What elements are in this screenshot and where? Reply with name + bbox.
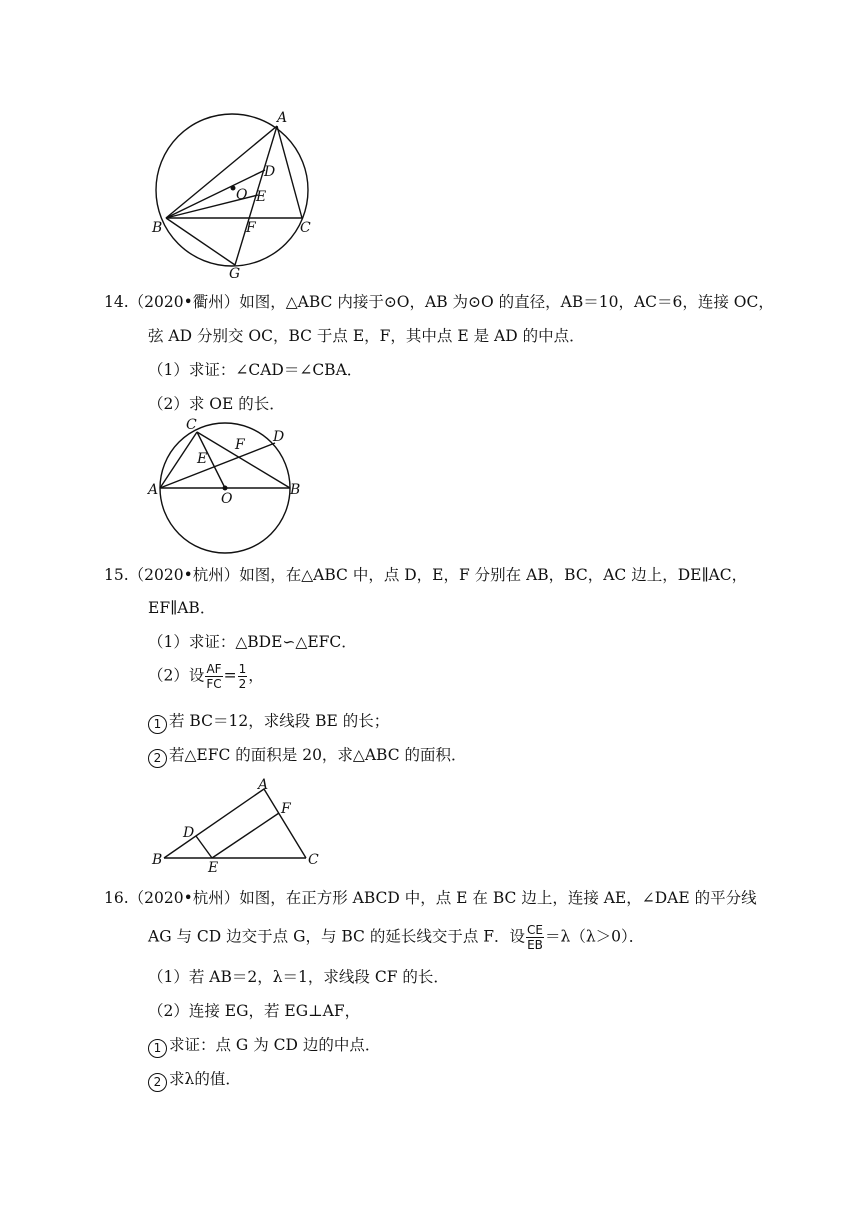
q16-sub2 [148,1069,241,1092]
q16-sub1-text: 求证：点 G 为 CD 边的中点． [169,1036,381,1054]
q15-part1: （1）求证：△BDE∽△EFC． [148,633,357,651]
segment-ba [164,789,264,858]
label-e: E [197,451,208,467]
fraction-denominator: FC [206,677,222,691]
q14-part2: （2）求 OE 的长． [148,395,285,413]
q16-sub2-text: 求λ的值． [169,1070,241,1088]
label-f: F [281,801,291,817]
segment-ef [212,813,279,858]
q15-sub1 [148,711,389,734]
segment-de [196,836,212,858]
label-g: G [229,266,241,282]
fraction-numerator: 1 [238,662,247,676]
segment-ad [160,443,275,488]
figure-14 [145,415,315,555]
label-c: C [308,852,319,868]
q16-line2-suffix: ＝λ（λ＞0）． [545,927,645,946]
q14-line2: 弦 AD 分别交 OC，BC 于点 E，F，其中点 E 是 AD 的中点． [148,327,585,345]
q15-part2-suffix: ， [248,666,264,685]
q15-sub2 [148,745,467,768]
q14-part1: （1）求证：∠CAD＝∠CBA． [148,361,363,379]
label-d: D [273,429,285,445]
q16-line2-prefix: AG 与 CD 边交于点 G，与 BC 的延长线交于点 F．设 [148,927,526,946]
fraction-ce-eb [526,923,544,952]
label-b: B [152,220,163,236]
center-point [223,486,228,491]
fraction-numerator: AF [206,662,222,676]
label-c: C [186,417,197,433]
q16-sub1 [148,1035,380,1058]
label-e: E [256,189,267,205]
label-d: D [264,164,276,180]
q15-part2-prefix: （2）设 [148,666,205,685]
fraction-denominator: 2 [238,677,247,691]
q15-sub1-text: 若 BC＝12，求线段 BE 的长； [169,712,390,730]
segment-ac [160,432,197,488]
figure-13 [140,100,320,280]
label-a: A [258,777,269,793]
label-o: O [221,491,233,507]
label-o: O [236,187,248,203]
equals-sign: = [223,666,237,685]
fraction-denominator: EB [527,938,543,952]
label-f: F [235,437,245,453]
fraction-one-half [238,662,248,691]
fraction-af-fc [205,662,222,691]
label-e: E [208,860,219,876]
q14-line1: 14.（2020•衢州）如图，△ABC 内接于⊙O，AB 为⊙O 的直径，AB＝10，AC＝6，连接 OC， [104,293,774,311]
label-f: F [246,220,256,236]
q15-sub2-text: 若△EFC 的面积是 20，求△ABC 的面积． [169,746,467,764]
q15-line1: 15.（2020•杭州）如图，在△ABC 中，点 D，E，F 分别在 AB，BC，AC 边上，DE∥AC， [104,566,748,584]
q16-part2: （2）连接 EG，若 EG⊥AF， [148,1002,361,1020]
q15-part2 [148,662,264,691]
circled-number-1: 1 [148,715,167,734]
label-c: C [300,220,311,236]
segment-ac [264,789,306,858]
label-a: A [148,482,159,498]
label-b: B [152,852,163,868]
figure-15 [150,777,330,876]
fraction-numerator: CE [527,923,543,937]
label-a: A [277,110,288,126]
circled-number-2: 2 [148,1073,167,1092]
q16-part1: （1）若 AB＝2，λ＝1，求线段 CF 的长． [148,968,449,986]
q16-line2 [148,923,644,952]
label-d: D [183,825,195,841]
circled-number-1: 1 [148,1039,167,1058]
q16-line1: 16.（2020•杭州）如图，在正方形 ABCD 中，点 E 在 BC 边上，连接 AE，∠DAE 的平分线 [104,889,757,907]
circled-number-2: 2 [148,749,167,768]
center-point [231,186,236,191]
q15-line2: EF∥AB． [148,599,216,617]
label-b: B [290,482,301,498]
